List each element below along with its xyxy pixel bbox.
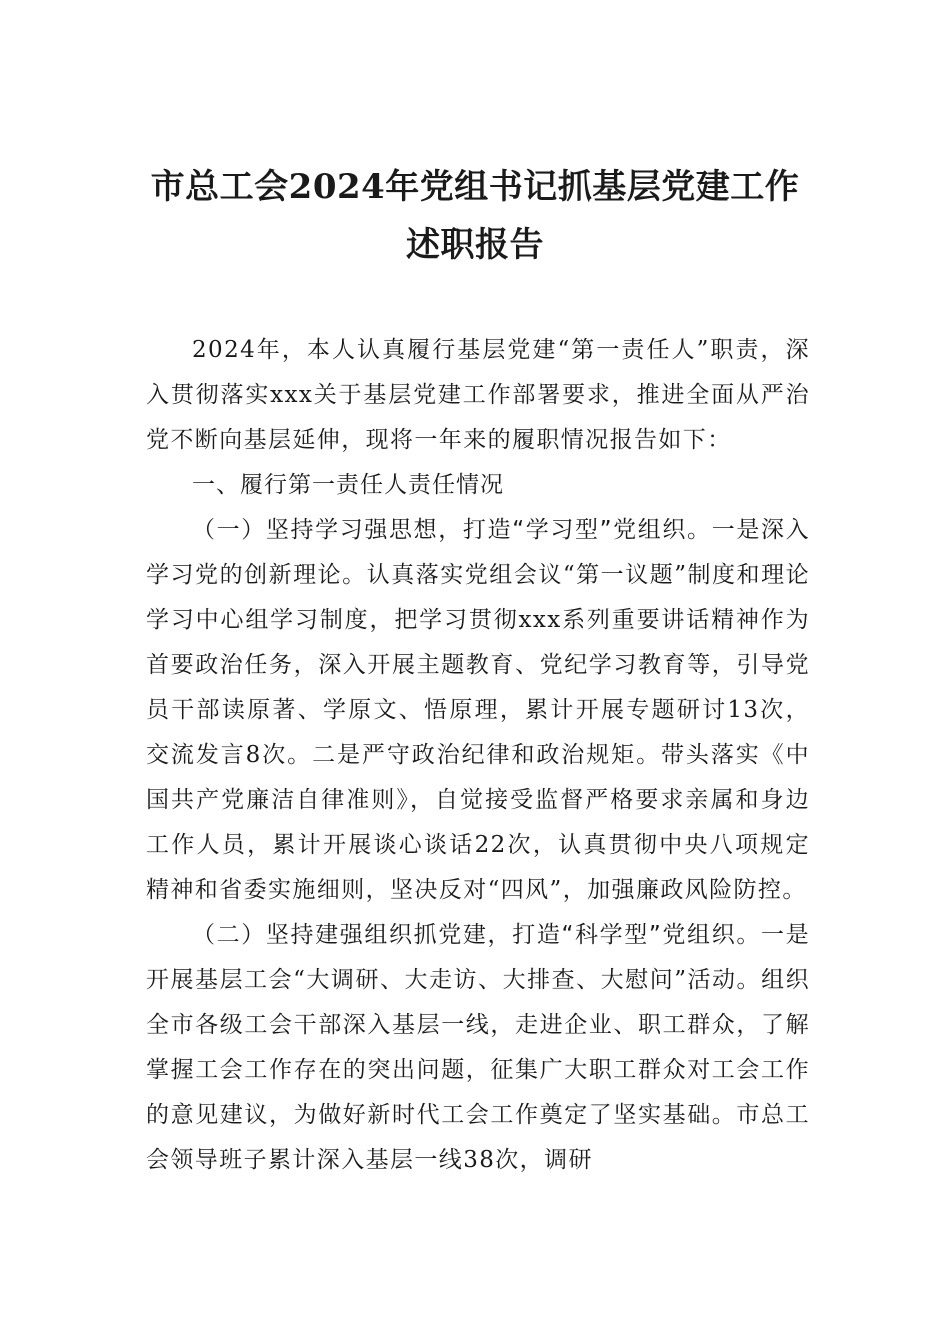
document-body <box>146 328 810 1183</box>
subsection-2-paragraph <box>146 913 810 1183</box>
subsection-1-paragraph <box>146 508 810 913</box>
intro-paragraph: 2024年，本人认真履行基层党建“第一责任人”职责，深入贯彻落实xxx关于基层党建工作部署要求，推进全面从严治党不断向基层延伸，现将一年来的履职情况报告如下： <box>146 337 810 453</box>
subsection-1-body: 一是深入学习党的创新理论。认真落实党组会议“第一议题”制度和理论学习中心组学习制度，把学习贯彻xxx系列重要讲话精神作为首要政治任务，深入开展主题教育、党纪学习教育等，引导党员干部读原著、学原文、悟原理，累计开展专题研讨13次，交流发言8次。二是严守政治纪律和政治规矩。带头落实《中国共产党廉洁自律准则》，自觉接受监督严格要求亲属和身边工作人员，累计开展谈心谈话22次，认真贯彻中央八项规定精神和省委实施细则，坚决反对“四风”，加强廉政风险防控。 <box>146 517 810 903</box>
title-line-1: 市总工会2024年党组书记抓基层党建工作 <box>150 167 800 207</box>
document-title <box>120 158 830 274</box>
section-heading: 一、履行第一责任人责任情况 <box>192 472 504 498</box>
subsection-2-body: 一是开展基层工会“大调研、大走访、大排查、大慰问”活动。组织全市各级工会干部深入基层一线，走进企业、职工群众，了解掌握工会工作存在的突出问题，征集广大职工群众对工会工作的意见建议，为做好新时代工会工作奠定了坚实基础。市总工会领导班子累计深入基层一线38次，调研 <box>146 922 810 1173</box>
subsection-2-heading: （二）坚持建强组织抓党建，打造“科学型”党组织。 <box>192 922 761 948</box>
subsection-1-heading: （一）坚持学习强思想，打造“学习型”党组织。 <box>192 517 712 543</box>
title-line-2: 述职报告 <box>406 225 544 265</box>
